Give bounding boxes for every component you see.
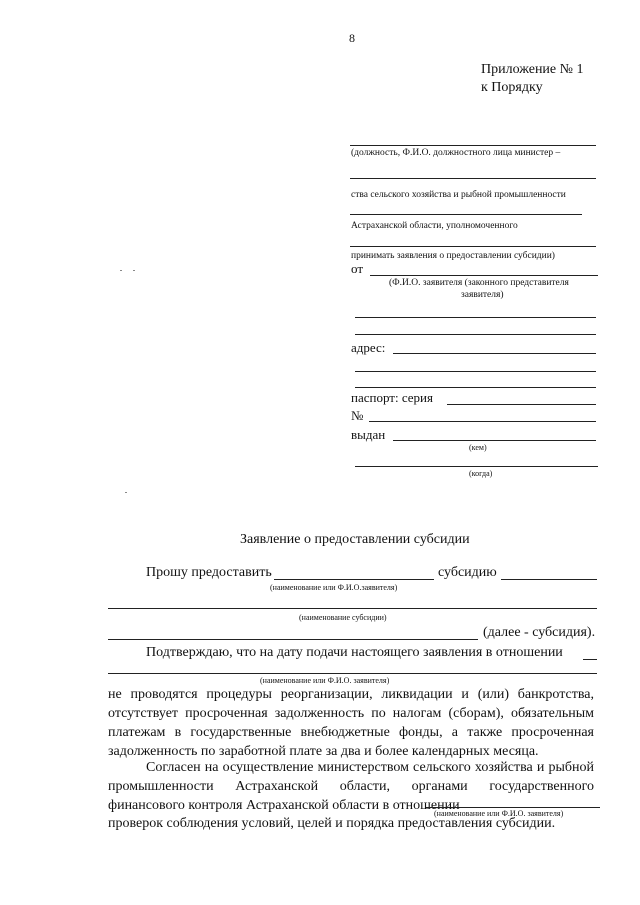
passport-number-line — [369, 421, 596, 422]
confirm-name-line — [108, 673, 597, 674]
passport-series-label: паспорт: серия — [351, 390, 433, 405]
issued-by-line — [393, 440, 596, 441]
addressee-caption-1: (должность, Ф.И.О. должностного лица министер – — [351, 148, 561, 158]
scan-speck — [125, 492, 127, 493]
consent-paragraph: Согласен на осуществление министерством сельского хозяйства и рыбной промышленности Астраханской области, органами государственного финансового контроля Астраханской области в отношении — [108, 760, 594, 813]
consent-name-caption: (наименование или Ф.И.О. заявителя) — [434, 809, 564, 818]
addressee-line-2 — [350, 178, 596, 179]
applicant-extra-line-1 — [355, 317, 596, 318]
addressee-caption-2: ства сельского хозяйства и рыбной промышленности — [351, 190, 566, 200]
addressee-line-3 — [350, 214, 582, 215]
issued-label: выдан — [351, 427, 386, 442]
confirm-name-caption: (наименование или Ф.И.О. заявителя) — [260, 676, 390, 685]
subsidy-name-caption: (наименование субсидии) — [299, 613, 387, 622]
issued-when-caption: (когда) — [469, 469, 493, 478]
confirm-inline-line — [583, 659, 597, 660]
addressee-line-4 — [350, 246, 596, 247]
issued-by-caption: (кем) — [469, 443, 487, 452]
scan-speck — [120, 270, 122, 271]
subsidy-name-line-2 — [108, 639, 478, 640]
appendix-subtitle: к Порядку — [481, 80, 543, 95]
passport-number-label: № — [351, 408, 364, 423]
hereinafter-label: (далее - субсидия). — [483, 625, 596, 640]
subsidy-name-line — [108, 608, 597, 609]
issued-when-line — [355, 466, 598, 467]
document-title: Заявление о предоставлении субсидии — [240, 532, 470, 547]
subsidy-amount-field — [501, 579, 597, 580]
addressee-caption-4: принимать заявления о предоставлении субсидии) — [351, 251, 555, 261]
applicant-caption-1: (Ф.И.О. заявителя (законного представителя — [389, 278, 569, 288]
applicant-caption-2: заявителя) — [461, 290, 504, 300]
address-line-2 — [355, 371, 596, 372]
request-middle: субсидию — [438, 565, 497, 580]
consent-name-line — [426, 807, 600, 808]
consent-closing: проверок соблюдения условий, целей и порядка предоставления субсидии. — [108, 816, 556, 831]
address-label: адрес: — [351, 340, 386, 355]
confirm-text: Подтверждаю, что на дату подачи настоящего заявления в отношении — [146, 645, 563, 660]
request-name-caption: (наименование или Ф.И.О.заявителя) — [270, 583, 398, 592]
applicant-name-field — [274, 579, 434, 580]
confirm-paragraph: не проводятся процедуры реорганизации, ликвидации и (или) банкротства, отсутствует просроченная задолженность по налогам (сборам), обязательным платежам в государственные внебюджетные фонды, а также просроченная задолженность по заработной плате за два и более календарных месяца. — [108, 687, 594, 759]
addressee-line-1 — [350, 145, 596, 146]
addressee-caption-3: Астраханской области, уполномоченного — [351, 221, 518, 231]
request-prefix: Прошу предоставить — [146, 565, 272, 580]
page-number: 8 — [349, 31, 355, 45]
address-line-1 — [393, 353, 596, 354]
applicant-extra-line-2 — [355, 334, 596, 335]
scan-speck — [133, 270, 135, 271]
passport-series-line — [447, 404, 596, 405]
applicant-name-line — [370, 275, 598, 276]
appendix-title: Приложение № 1 — [481, 62, 584, 77]
from-label: от — [351, 261, 364, 276]
address-line-3 — [355, 387, 596, 388]
